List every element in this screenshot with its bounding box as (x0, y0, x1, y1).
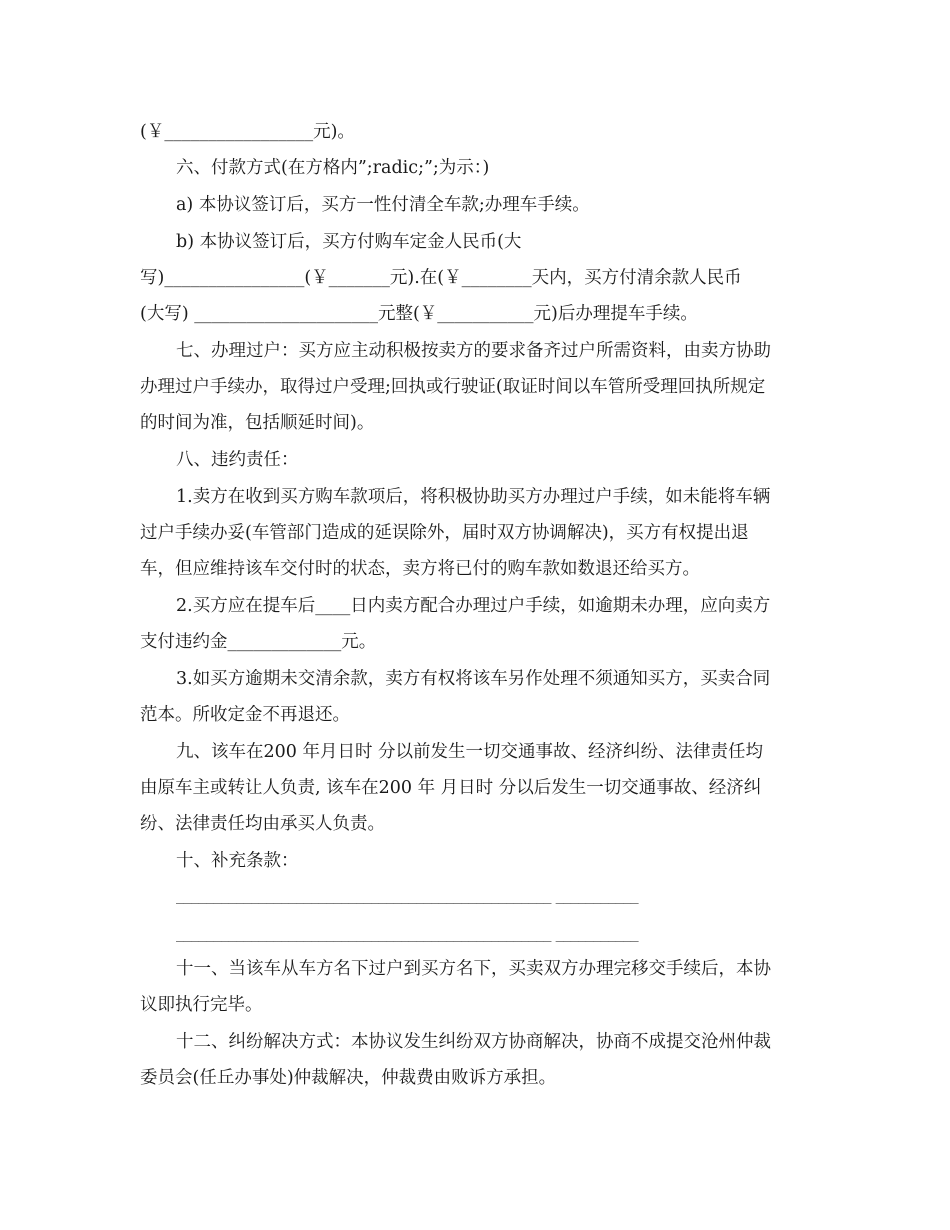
text-line: a) 本协议签订后，买方一性付清全车款;办理车手续。 (176, 195, 590, 215)
text-line: 委员会(任丘办事处)仲裁解决，仲裁费由败诉方承担。 (140, 1068, 557, 1088)
text-line: 1.卖方在收到买方购车款项后，将积极协助买方办理过户手续，如未能将车辆 (176, 487, 771, 507)
text-line: 九、该车在200 年月日时 分以前发生一切交通事故、经济纠纷、法律责任均 (176, 742, 764, 762)
text-line: 支付违约金_____________元。 (140, 632, 377, 652)
text-line: 3.如买方逾期未交清余款，卖方有权将该车另作处理不须通知买方，买卖合同 (176, 669, 771, 689)
text-line: b) 本协议签订后，买方付购车定金人民币(大 (176, 232, 522, 252)
text-line: (￥_________________元)。 (140, 122, 355, 142)
text-line: 八、违约责任： (176, 450, 299, 470)
text-line: 范本。所收定金不再退还。 (140, 705, 350, 725)
text-line: 由原车主或转让人负责, 该车在200 年 月日时 分以后发生一切交通事故、经济纠 (140, 778, 762, 798)
text-line: 十二、纠纷解决方式：本协议发生纠纷双方协商解决，协商不成提交沧州仲裁 (176, 1032, 771, 1052)
text-line: 十、补充条款： (176, 851, 299, 871)
text-line: 的时间为准，包括顺延时间)。 (140, 413, 375, 433)
text-line: 过户手续办妥(车管部门造成的延误除外，届时双方协调解决)，买方有权提出退 (140, 523, 749, 543)
text-line: 车，但应维持该车交付时的状态，卖方将已付的购车款如数退还给买方。 (140, 559, 700, 579)
supplementary-blank-line: __________________________________________________ ___________ (176, 885, 639, 904)
text-line: 六、付款方式(在方格内”;radic;”;为示：) (176, 158, 490, 178)
text-line: 议即执行完毕。 (140, 995, 263, 1015)
text-line: 纷、法律责任均由承买人负责。 (140, 814, 385, 834)
text-line: 办理过户手续办，取得过户受理;回执或行驶证(取证时间以车管所受理回执所规定 (140, 377, 766, 397)
text-line: 2.买方应在提车后____日内卖方配合办理过户手续，如逾期未办理，应向卖方 (176, 596, 771, 616)
text-line: (大写) _____________________元整(￥___________元)后办理提车手续。 (140, 304, 698, 324)
text-line: 十一、当该车从车方名下过户到买方名下，买卖双方办理完移交手续后，本协 (176, 959, 771, 979)
text-line: 七、办理过户：买方应主动积极按卖方的要求备齐过户所需资料，由卖方协助 (176, 341, 771, 361)
text-line: 写)________________(￥_______元).在(￥________天内，买方付清余款人民币 (140, 268, 742, 288)
supplementary-blank-line: __________________________________________________ ___________ (176, 923, 639, 942)
